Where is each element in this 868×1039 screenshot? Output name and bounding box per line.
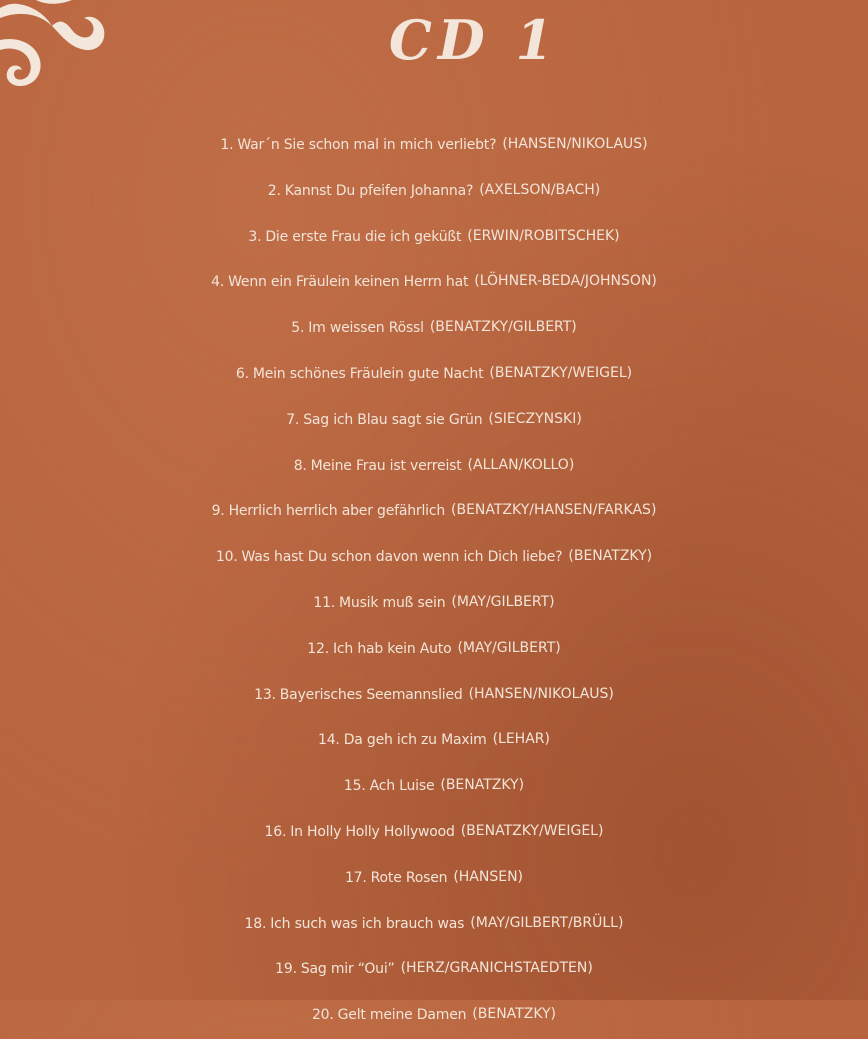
track-number: 5. bbox=[291, 320, 305, 337]
track-number: 6. bbox=[235, 365, 249, 382]
track-item bbox=[0, 534, 868, 580]
track-number: 3. bbox=[248, 228, 262, 245]
track-item bbox=[0, 305, 868, 351]
track-number: 18. bbox=[244, 915, 267, 932]
track-number: 7. bbox=[286, 411, 300, 428]
track-credit: (MAY/GILBERT) bbox=[451, 593, 555, 610]
track-list bbox=[0, 122, 868, 1038]
track-credit: (HANSEN/NIKOLAUS) bbox=[502, 136, 648, 152]
track-title: Rote Rosen bbox=[370, 869, 448, 886]
track-title: Ach Luise bbox=[369, 778, 435, 795]
track-item bbox=[0, 901, 868, 947]
track-title: Mein schönes Fräulein gute Nacht bbox=[252, 365, 484, 382]
track-credit: (AXELSON/BACH) bbox=[479, 181, 601, 198]
track-number: 10. bbox=[215, 549, 238, 566]
track-number: 13. bbox=[254, 686, 276, 703]
track-item bbox=[0, 351, 868, 397]
track-item bbox=[0, 992, 868, 1038]
track-item bbox=[0, 443, 868, 489]
track-number: 19. bbox=[275, 961, 297, 978]
track-number: 16. bbox=[264, 823, 287, 840]
track-item bbox=[0, 809, 868, 855]
track-item bbox=[0, 672, 868, 718]
track-title: Musik muß sein bbox=[339, 594, 446, 611]
track-title: Ich hab kein Auto bbox=[332, 640, 452, 657]
track-credit: (HANSEN/NIKOLAUS) bbox=[468, 685, 614, 702]
track-title: War´n Sie schon mal in mich verliebt? bbox=[237, 137, 497, 153]
track-title: Kannst Du pfeifen Johanna? bbox=[284, 182, 474, 199]
track-item bbox=[0, 717, 868, 763]
track-item bbox=[0, 580, 868, 626]
track-credit: (BENATZKY/WEIGEL) bbox=[460, 822, 604, 839]
track-title: Bayerisches Seemannslied bbox=[279, 686, 463, 703]
track-credit: (ERWIN/ROBITSCHEK) bbox=[467, 227, 620, 244]
track-item bbox=[0, 763, 868, 809]
track-title: Die erste Frau die ich geküßt bbox=[265, 228, 462, 245]
track-title: Sag ich Blau sagt sie Grün bbox=[303, 411, 483, 428]
track-title: Herrlich herrlich aber gefährlich bbox=[228, 503, 445, 520]
track-item bbox=[0, 168, 868, 214]
track-credit: (LÖHNER-BEDA/JOHNSON) bbox=[474, 273, 657, 290]
track-item bbox=[0, 946, 868, 992]
track-title: Sag mir “Oui” bbox=[300, 961, 395, 978]
track-title: In Holly Holly Hollywood bbox=[290, 823, 455, 840]
track-title: Im weissen Rössl bbox=[308, 320, 424, 337]
track-title: Gelt meine Damen bbox=[337, 1007, 467, 1024]
track-item bbox=[0, 626, 868, 672]
track-item bbox=[0, 488, 868, 534]
track-item bbox=[0, 259, 868, 305]
track-number: 4. bbox=[211, 274, 225, 291]
track-credit: (MAY/GILBERT/BRÜLL) bbox=[470, 914, 624, 931]
track-title: Da geh ich zu Maxim bbox=[343, 732, 487, 749]
track-credit: (BENATZKY/WEIGEL) bbox=[489, 364, 633, 381]
track-credit: (BENATZKY) bbox=[568, 548, 653, 565]
cd-title: CD 1 bbox=[388, 8, 560, 72]
track-item bbox=[0, 214, 868, 260]
track-number: 20. bbox=[311, 1007, 334, 1024]
track-number: 2. bbox=[267, 182, 281, 199]
track-credit: (HANSEN) bbox=[453, 868, 524, 885]
track-credit: (BENATZKY) bbox=[440, 777, 525, 794]
track-credit: (BENATZKY/GILBERT) bbox=[429, 319, 577, 336]
track-item bbox=[0, 397, 868, 443]
track-number: 11. bbox=[313, 594, 336, 611]
track-number: 1. bbox=[220, 137, 234, 153]
track-credit: (ALLAN/KOLLO) bbox=[467, 456, 575, 473]
track-number: 12. bbox=[307, 640, 329, 657]
track-credit: (LEHAR) bbox=[492, 731, 550, 748]
track-credit: (BENATZKY/HANSEN/FARKAS) bbox=[451, 502, 657, 519]
track-item bbox=[0, 855, 868, 901]
track-title: Meine Frau ist verreist bbox=[310, 457, 462, 474]
track-number: 8. bbox=[293, 457, 307, 474]
track-number: 9. bbox=[211, 503, 225, 520]
track-title: Ich such was ich brauch was bbox=[270, 915, 465, 932]
track-credit: (HERZ/GRANICHSTAEDTEN) bbox=[400, 960, 593, 977]
track-credit: (SIECZYNSKI) bbox=[488, 410, 582, 427]
track-number: 17. bbox=[344, 869, 367, 886]
track-item bbox=[0, 122, 868, 168]
track-credit: (MAY/GILBERT) bbox=[457, 639, 561, 656]
track-number: 15. bbox=[343, 778, 366, 795]
track-title: Wenn ein Fräulein keinen Herrn hat bbox=[228, 274, 469, 291]
track-title: Was hast Du schon davon wenn ich Dich liebe? bbox=[241, 549, 563, 566]
track-credit: (BENATZKY) bbox=[472, 1006, 557, 1023]
track-number: 14. bbox=[318, 732, 340, 749]
